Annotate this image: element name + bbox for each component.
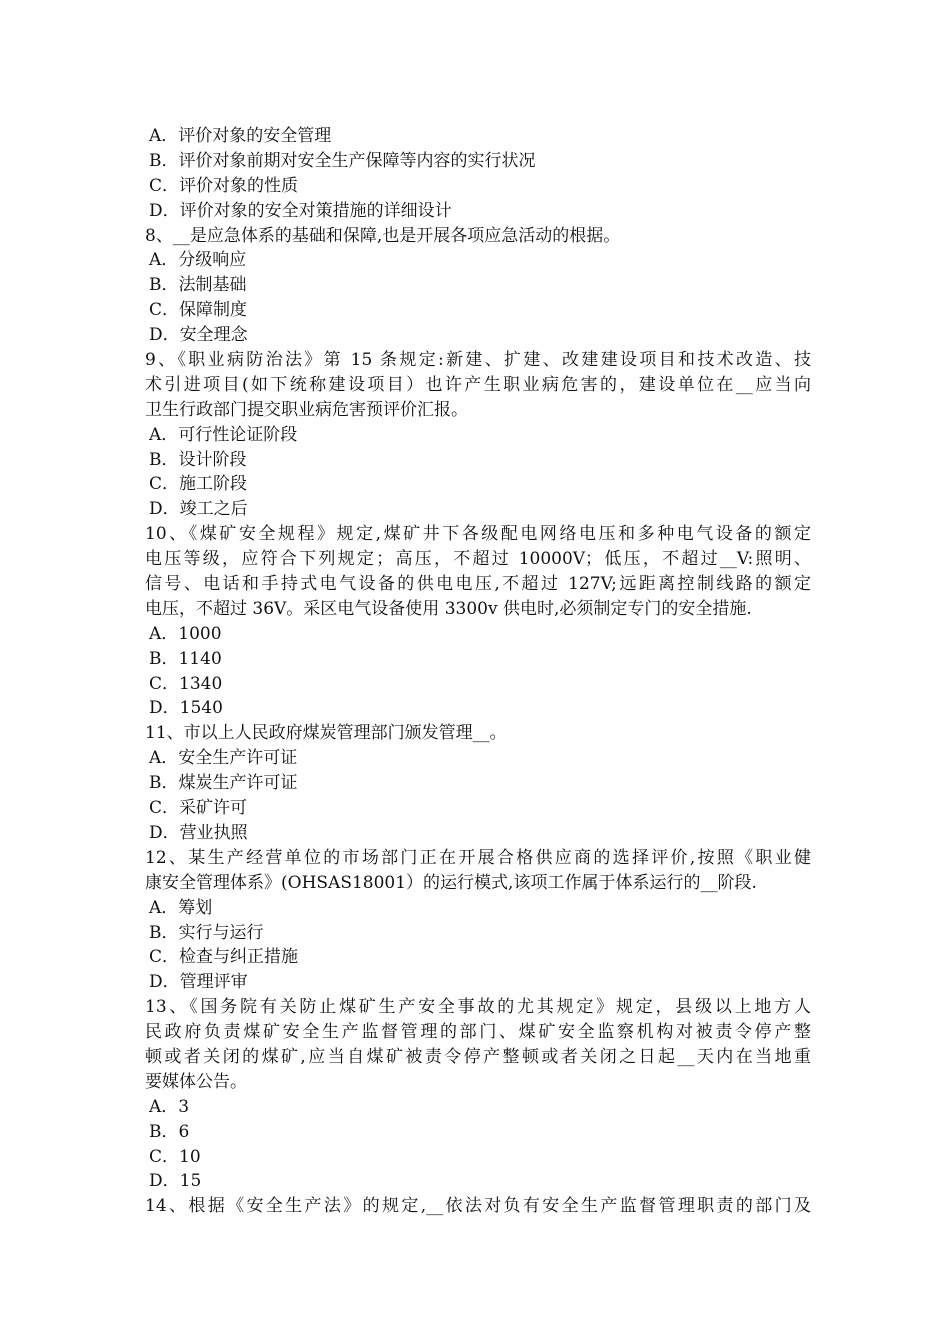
question-text-line: 术引进项目(如下统称建设项目）也许产生职业病危害的，建设单位在__应当向 (145, 374, 811, 395)
answer-option: B．1140 (149, 648, 222, 669)
answer-option: D．管理评审 (149, 972, 248, 993)
question-text-line: 电压等级，应符合下列规定；高压，不超过 10000V；低压，不超过__V:照明、 (145, 549, 811, 570)
answer-option: C．1340 (149, 673, 223, 694)
answer-option: B．6 (149, 1121, 190, 1142)
question-text-line: 12、某生产经营单位的市场部门正在开展合格供应商的选择评价,按照《职业健 (145, 847, 811, 868)
answer-option: A．评价对象的安全管理 (149, 126, 332, 146)
answer-option: C．评价对象的性质 (149, 175, 299, 196)
answer-option: D．15 (149, 1171, 202, 1192)
question-text-line: 顿或者关闭的煤矿,应当自煤矿被责令停产整顿或者关闭之日起__天内在当地重 (145, 1046, 811, 1067)
question-text-line: 13、《国务院有关防止煤矿生产安全事故的尤其规定》规定，县级以上地方人 (145, 997, 811, 1018)
answer-option: A．筹划 (149, 897, 213, 918)
answer-option: A．1000 (149, 623, 222, 644)
answer-option: D．竣工之后 (149, 499, 248, 520)
question-text-line: 民政府负责煤矿安全生产监督管理的部门、煤矿安全监察机构对被责令停产整 (145, 1022, 811, 1043)
document-page (145, 124, 811, 1219)
answer-option: B．实行与运行 (149, 922, 264, 943)
question-text-line: 信号、电话和手持式电气设备的供电电压,不超过 127V;远距离控制线路的额定 (145, 574, 811, 595)
answer-option: B．煤炭生产许可证 (149, 773, 298, 794)
answer-option: A．3 (149, 1096, 190, 1117)
answer-option: C．检查与纠正措施 (149, 947, 299, 968)
answer-option: A．安全生产许可证 (149, 748, 298, 769)
answer-option: D．营业执照 (149, 822, 248, 843)
answer-option: C．10 (149, 1146, 201, 1167)
question-text-line: 康安全管理体系》(OHSAS18001）的运行模式,该项工作属于体系运行的__阶段. (145, 872, 757, 893)
answer-option: C．保障制度 (149, 300, 248, 321)
answer-option: D．安全理念 (149, 325, 248, 346)
question-text-line: 9、《职业病防治法》第 15 条规定:新建、扩建、改建建设项目和技术改造、技 (145, 350, 811, 371)
answer-option: B．法制基础 (149, 275, 247, 296)
answer-option: D．1540 (149, 698, 223, 719)
question-text-line: 卫生行政部门提交职业病危害预评价汇报。 (145, 399, 468, 420)
question-text-line: 要媒体公告。 (145, 1071, 247, 1092)
answer-option: B．设计阶段 (149, 449, 247, 470)
question-text-line: 8、__是应急体系的基础和保障,也是开展各项应急活动的根据。 (145, 225, 621, 246)
answer-option: A．分级响应 (149, 250, 247, 271)
answer-option: B．评价对象前期对安全生产保障等内容的实行状况 (149, 150, 536, 171)
question-text-line: 11、市以上人民政府煤炭管理部门颁发管理__。 (145, 723, 507, 744)
answer-option: C．施工阶段 (149, 474, 248, 495)
answer-option: A．可行性论证阶段 (149, 424, 298, 445)
question-text-line: 14、根据《安全生产法》的规定,__依法对负有安全生产监督管理职责的部门及 (145, 1196, 811, 1217)
question-text-line: 电压，不超过 36V。采区电气设备使用 3300v 供电时,必须制定专门的安全措施. (145, 598, 752, 619)
question-text-line: 10、《煤矿安全规程》规定,煤矿井下各级配电网络电压和多种电气设备的额定 (145, 524, 811, 545)
answer-option: C．采矿许可 (149, 798, 248, 819)
answer-option: D．评价对象的安全对策措施的详细设计 (149, 200, 452, 221)
